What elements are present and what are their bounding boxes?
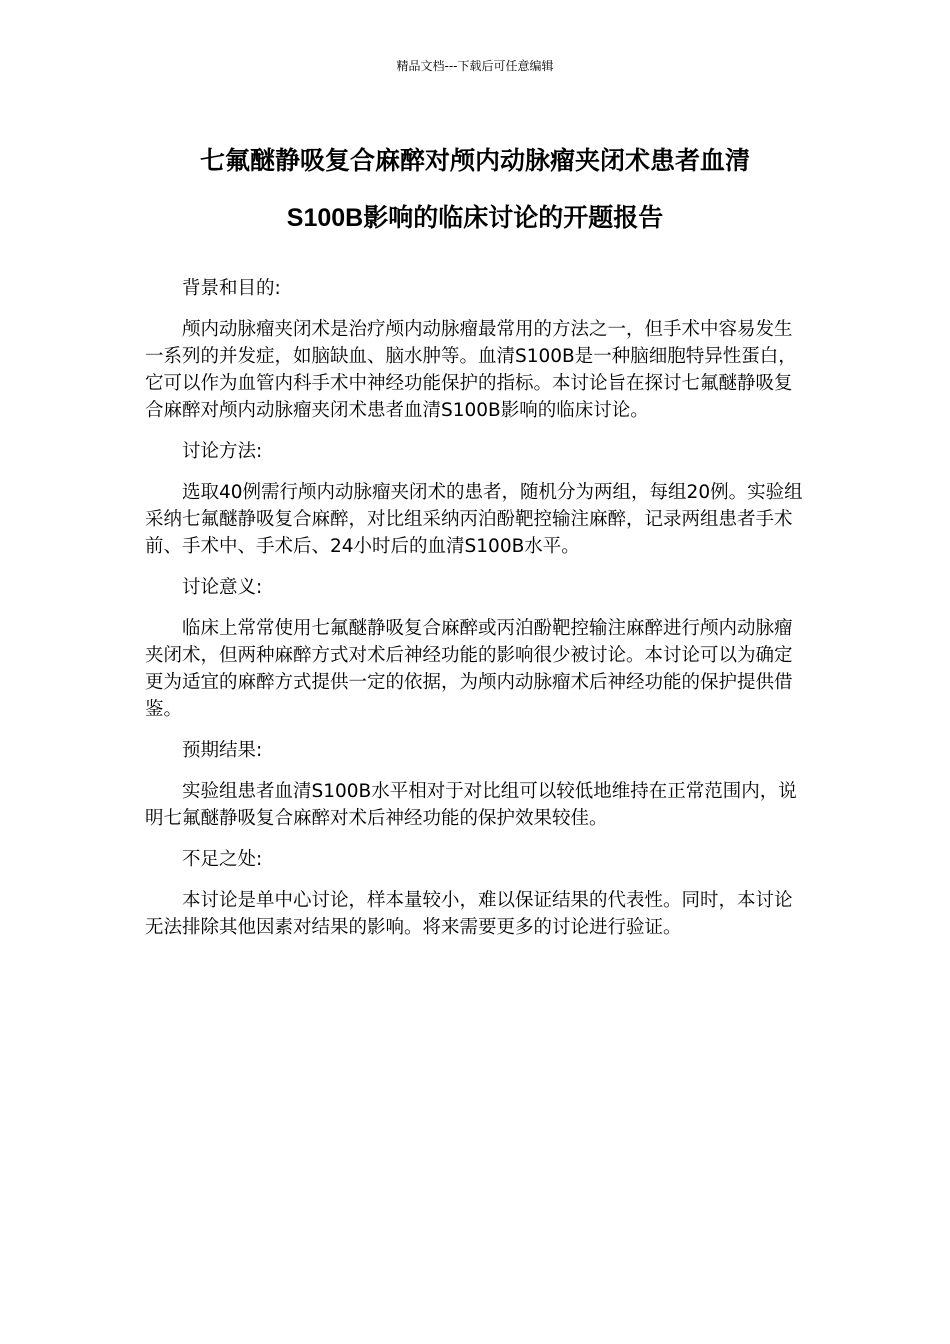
section-heading-background: 背景和目的: bbox=[182, 278, 281, 299]
section-paragraph-expected-results: 实验组患者血清S100B水平相对于对比组可以较低地维持在正常范围内，说明七氟醚静吸复合麻醉对术后神经功能的保护效果较佳。 bbox=[145, 781, 797, 829]
document-title-line-1: 七氟醚静吸复合麻醉对颅内动脉瘤夹闭术患者血清 bbox=[199, 147, 750, 175]
section-paragraph-limitations: 本讨论是单中心讨论，样本量较小，难以保证结果的代表性。同时，本讨论无法排除其他因素对结果的影响。将来需要更多的讨论进行验证。 bbox=[145, 890, 793, 938]
section-paragraph-significance: 临床上常常使用七氟醚静吸复合麻醉或丙泊酚靶控输注麻醉进行颅内动脉瘤夹闭术，但两种麻醉方式对术后神经功能的影响很少被讨论。本讨论可以为确定更为适宜的麻醉方式提供一定的依据，为颅内动脉瘤术后神经功能的保护提供借鉴。 bbox=[145, 618, 793, 720]
section-heading-expected-results: 预期结果: bbox=[182, 740, 263, 761]
page-header-note: 精品文档---下载后可任意编辑 bbox=[396, 59, 554, 73]
document-title-line-2: S100B影响的临床讨论的开题报告 bbox=[286, 204, 664, 232]
section-paragraph-methods: 选取40例需行颅内动脉瘤夹闭术的患者，随机分为两组，每组20例。实验组采纳七氟醚静吸复合麻醉，对比组采纳丙泊酚靶控输注麻醉，记录两组患者手术前、手术中、手术后、24小时后的血清S100B水平。 bbox=[145, 482, 803, 557]
section-paragraph-background: 颅内动脉瘤夹闭术是治疗颅内动脉瘤最常用的方法之一，但手术中容易发生一系列的并发症，如脑缺血、脑水肿等。血清S100B是一种脑细胞特异性蛋白，它可以作为血管内科手术中神经功能保护的指标。本讨论旨在探讨七氟醚静吸复合麻醉对颅内动脉瘤夹闭术患者血清S100B影响的临床讨论。 bbox=[145, 319, 797, 421]
document-body bbox=[145, 275, 807, 955]
document-title bbox=[120, 133, 830, 247]
section-heading-significance: 讨论意义: bbox=[182, 577, 263, 598]
section-heading-limitations: 不足之处: bbox=[182, 849, 263, 870]
section-heading-methods: 讨论方法: bbox=[182, 441, 263, 462]
